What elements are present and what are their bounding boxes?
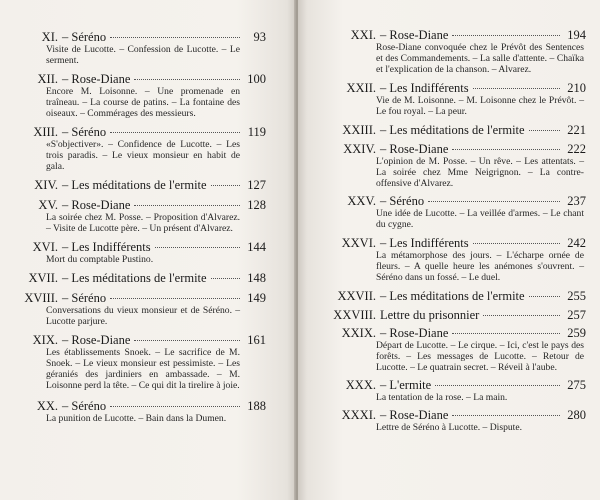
toc-entry	[12, 125, 266, 172]
toc-entry	[12, 291, 266, 327]
dot-leader	[134, 79, 240, 80]
toc-entry	[314, 123, 586, 137]
chapter-numeral: XXIX.	[341, 326, 376, 340]
chapter-title: Lettre du prisonnier	[380, 308, 480, 322]
dot-leader	[110, 37, 240, 38]
chapter-numeral: XVI.	[32, 240, 58, 254]
page-number: 242	[567, 236, 586, 250]
chapter-summary: Visite de Lucotte. – Confession de Lucotte. – Le serment.	[46, 44, 240, 66]
page-number: 100	[247, 72, 266, 86]
chapter-summary: Vie de M. Loisonne. – M. Loisonne chez le Prévôt. – Le fou royal. – La peur.	[376, 95, 584, 117]
toc-entry	[12, 271, 266, 285]
chapter-numeral: XX.	[36, 399, 58, 413]
toc-entry-heading	[12, 72, 266, 86]
chapter-title: – Séréno	[380, 194, 425, 208]
page-number: 149	[247, 291, 266, 305]
chapter-title: – Les Indifférents	[380, 81, 469, 95]
chapter-numeral: XIV.	[34, 178, 58, 192]
chapter-title: – Rose-Diane	[380, 28, 449, 42]
page-number: 161	[247, 333, 266, 347]
left-page	[0, 0, 296, 500]
page-number: 259	[567, 326, 586, 340]
toc-entry-heading	[314, 236, 586, 250]
chapter-numeral: XIX.	[32, 333, 58, 347]
toc-entry-heading	[12, 178, 266, 192]
chapter-numeral: XXVIII.	[333, 308, 376, 322]
toc-entry-heading	[12, 240, 266, 254]
toc-entry-heading	[314, 142, 586, 156]
toc-entry-heading	[12, 333, 266, 347]
toc-entry-heading	[314, 81, 586, 95]
right-page	[298, 0, 600, 500]
dot-leader	[452, 415, 560, 416]
toc-entry	[12, 72, 266, 119]
chapter-numeral: XXIV.	[343, 142, 376, 156]
chapter-title: – Rose-Diane	[62, 333, 131, 347]
chapter-title: – Séréno	[62, 399, 107, 413]
dot-leader	[483, 315, 560, 316]
toc-entry	[314, 194, 586, 230]
dot-leader	[134, 340, 240, 341]
page-number: 148	[247, 271, 266, 285]
chapter-title: – Les méditations de l'ermite	[380, 123, 525, 137]
toc-entry	[314, 289, 586, 303]
chapter-title: – Séréno	[62, 125, 107, 139]
toc-entry-heading	[12, 291, 266, 305]
toc-entry	[314, 236, 586, 283]
toc-entry	[314, 326, 586, 373]
toc-entry-heading	[314, 289, 586, 303]
page-number: 280	[567, 408, 586, 422]
chapter-summary: Une idée de Lucotte. – La veillée d'armes. – Le chant du cygne.	[376, 208, 584, 230]
page-number: 128	[247, 198, 266, 212]
toc-entry-heading	[314, 326, 586, 340]
chapter-title: – Les méditations de l'ermite	[62, 271, 207, 285]
chapter-title: – Les Indifférents	[380, 236, 469, 250]
chapter-summary: Conversations du vieux monsieur et de Séréno. – Lucotte parjure.	[46, 305, 240, 327]
chapter-summary: La soirée chez M. Posse. – Proposition d'Alvarez. – Visite de Lucotte père. – Un présent d'Alvarez.	[46, 212, 240, 234]
dot-leader	[452, 149, 560, 150]
chapter-numeral: XII.	[37, 72, 58, 86]
page-number: 93	[253, 30, 266, 44]
chapter-numeral: XXVII.	[337, 289, 376, 303]
chapter-numeral: XXII.	[346, 81, 376, 95]
chapter-title: – Les méditations de l'ermite	[62, 178, 207, 192]
toc-entry-heading	[12, 30, 266, 44]
toc-entry-heading	[314, 28, 586, 42]
page-number: 221	[567, 123, 586, 137]
toc-entry	[12, 333, 266, 391]
page-number: 194	[567, 28, 586, 42]
toc-entry	[12, 399, 266, 424]
chapter-summary: Encore M. Loisonne. – Une promenade en traîneau. – La course de patins. – La fontaine des oiseaux. – Commérages des messieurs.	[46, 86, 240, 119]
chapter-summary: Mort du comptable Pustino.	[46, 254, 154, 265]
toc-entry	[314, 408, 586, 433]
chapter-title: – Les Indifférents	[62, 240, 151, 254]
page-number: 275	[567, 378, 586, 392]
toc-entry	[12, 30, 266, 66]
toc-entry	[12, 178, 266, 192]
toc-entry	[314, 378, 586, 403]
page-number: 188	[247, 399, 266, 413]
dot-leader	[529, 296, 560, 297]
dot-leader	[155, 247, 240, 248]
toc-entry-heading	[314, 123, 586, 137]
chapter-summary: Les établissements Snoek. – Le sacrifice de M. Snoek. – Le vieux monsieur est pessimiste. – Les géraniés des jardiniers en ambassade. – M. Loisonne perd la tête. – Ce qui dit la tirelire à joie.	[46, 347, 240, 391]
dot-leader	[452, 35, 560, 36]
chapter-title: – L'ermite	[380, 378, 432, 392]
chapter-title: – Rose-Diane	[380, 142, 449, 156]
chapter-summary: L'opinion de M. Posse. – Un rêve. – Les attentats. – La soirée chez Mme Neigrignon. – La contre-offensive d'Alvarez.	[376, 156, 584, 189]
page-number: 222	[567, 142, 586, 156]
dot-leader	[428, 201, 560, 202]
chapter-numeral: XXX.	[345, 378, 376, 392]
chapter-title: – Rose-Diane	[62, 72, 131, 86]
chapter-summary: La tentation de la rose. – La main.	[376, 392, 508, 403]
chapter-summary: Rose-Diane convoquée chez le Prévôt des Sentences et des Commandements. – La salle d'attente. – Chaïka et l'explication de la chanson. – Alvarez.	[376, 42, 584, 75]
dot-leader	[110, 298, 240, 299]
toc-entry-heading	[12, 125, 266, 139]
chapter-numeral: XXIII.	[342, 123, 376, 137]
dot-leader	[110, 406, 240, 407]
chapter-title: – Séréno	[62, 30, 107, 44]
page-number: 257	[567, 308, 586, 322]
page-number: 210	[567, 81, 586, 95]
page-number: 255	[567, 289, 586, 303]
chapter-numeral: XVII.	[28, 271, 58, 285]
dot-leader	[211, 278, 240, 279]
chapter-numeral: XVIII.	[24, 291, 58, 305]
page-number: 119	[247, 125, 266, 139]
toc-entry-heading	[12, 198, 266, 212]
chapter-title: – Rose-Diane	[380, 408, 449, 422]
chapter-numeral: XXV.	[347, 194, 376, 208]
toc-entry	[12, 240, 266, 265]
toc-entry-heading	[12, 271, 266, 285]
chapter-numeral: XXI.	[350, 28, 376, 42]
chapter-summary: Départ de Lucotte. – Le cirque. – Ici, c'est le pays des forêts. – Les messages de Lucotte. – Retour de Lucotte. – Le quatrain secret. – Réveil à l'aube.	[376, 340, 584, 373]
chapter-numeral: XIII.	[33, 125, 58, 139]
toc-entry	[12, 198, 266, 234]
toc-entry	[314, 142, 586, 189]
toc-entry-heading	[314, 408, 586, 422]
chapter-numeral: XXVI.	[341, 236, 376, 250]
page-number: 237	[567, 194, 586, 208]
dot-leader	[435, 385, 560, 386]
dot-leader	[473, 243, 560, 244]
toc-entry-heading	[314, 378, 586, 392]
toc-entry-heading	[314, 194, 586, 208]
chapter-title: – Les méditations de l'ermite	[380, 289, 525, 303]
page-number: 144	[247, 240, 266, 254]
dot-leader	[110, 132, 240, 133]
chapter-summary: «S'objectiver». – Confidence de Lucotte. – Les trois paradis. – Le vieux monsieur en habit de gala.	[46, 139, 240, 172]
chapter-numeral: XXXI.	[341, 408, 376, 422]
toc-entry-heading	[314, 308, 586, 322]
page-number: 127	[247, 178, 266, 192]
chapter-summary: La métamorphose des jours. – L'écharpe ornée de fleurs. – A quelle heure les anémones s'ouvrent. – Séréno dans un fossé. – Le duel.	[376, 250, 584, 283]
toc-entry	[314, 308, 586, 322]
dot-leader	[473, 88, 560, 89]
chapter-summary: La punition de Lucotte. – Bain dans la Dumen.	[46, 413, 227, 424]
dot-leader	[134, 205, 240, 206]
toc-entry	[314, 28, 586, 75]
chapter-title: – Rose-Diane	[380, 326, 449, 340]
chapter-title: – Séréno	[62, 291, 107, 305]
toc-entry-heading	[12, 399, 266, 413]
chapter-summary: Lettre de Séréno à Lucotte. – Dispute.	[376, 422, 522, 433]
chapter-numeral: XI.	[41, 30, 58, 44]
chapter-title: – Rose-Diane	[62, 198, 131, 212]
toc-entry	[314, 81, 586, 117]
dot-leader	[211, 185, 240, 186]
chapter-numeral: XV.	[38, 198, 58, 212]
dot-leader	[452, 333, 560, 334]
dot-leader	[529, 130, 560, 131]
